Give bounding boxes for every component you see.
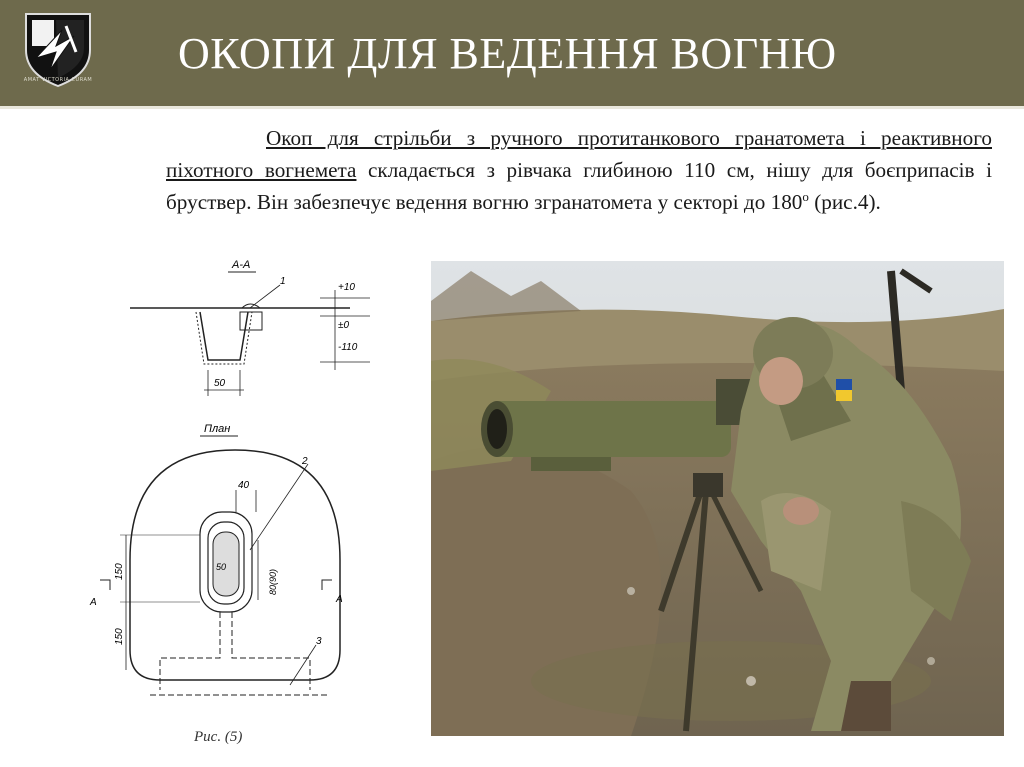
- page-title: ОКОПИ ДЛЯ ВЕДЕННЯ ВОГНЮ: [178, 29, 837, 78]
- section-label: А-А: [232, 259, 251, 271]
- logo-caption: AMAT VICTORIA CURAM: [23, 77, 93, 83]
- paragraph-tail: (рис.4).: [808, 190, 881, 214]
- header-bar: [0, 0, 1024, 106]
- trench-diagram: [80, 250, 390, 720]
- callout-2: 2: [302, 456, 308, 467]
- elevation-bottom: -110: [338, 342, 358, 353]
- dim-left-lower: 150: [114, 628, 125, 645]
- dim-left-upper: 150: [114, 563, 125, 580]
- soldier-photo: [431, 261, 1004, 736]
- elevation-zero: ±0: [338, 320, 350, 331]
- section-mark-right: А: [336, 594, 343, 605]
- callout-1: 1: [280, 276, 286, 287]
- dim-width: 50: [214, 378, 226, 389]
- dim-inner: 50: [216, 562, 227, 572]
- plan-label: План: [204, 423, 231, 435]
- paragraph-body: складається з рівчака глибиною 110 см, нішу для боєприпасів і бруствер. Він забезпечує ведення вогню згранатомета у секторі до 180: [166, 158, 992, 214]
- underlined-lead: Окоп для стрільби з ручного протитанкового гранатомета і реактивного піхотного вогнемета: [166, 126, 992, 182]
- section-mark-left: А: [90, 597, 97, 608]
- description-paragraph: [166, 122, 992, 218]
- dim-niche: 80(90): [268, 568, 278, 595]
- figure-caption: Рис. (5): [194, 729, 243, 745]
- callout-3: 3: [316, 636, 322, 647]
- dim-top: 40: [238, 480, 250, 491]
- elevation-top: +10: [338, 282, 355, 293]
- header-divider: [0, 106, 1024, 109]
- degree-mark: о: [802, 188, 809, 204]
